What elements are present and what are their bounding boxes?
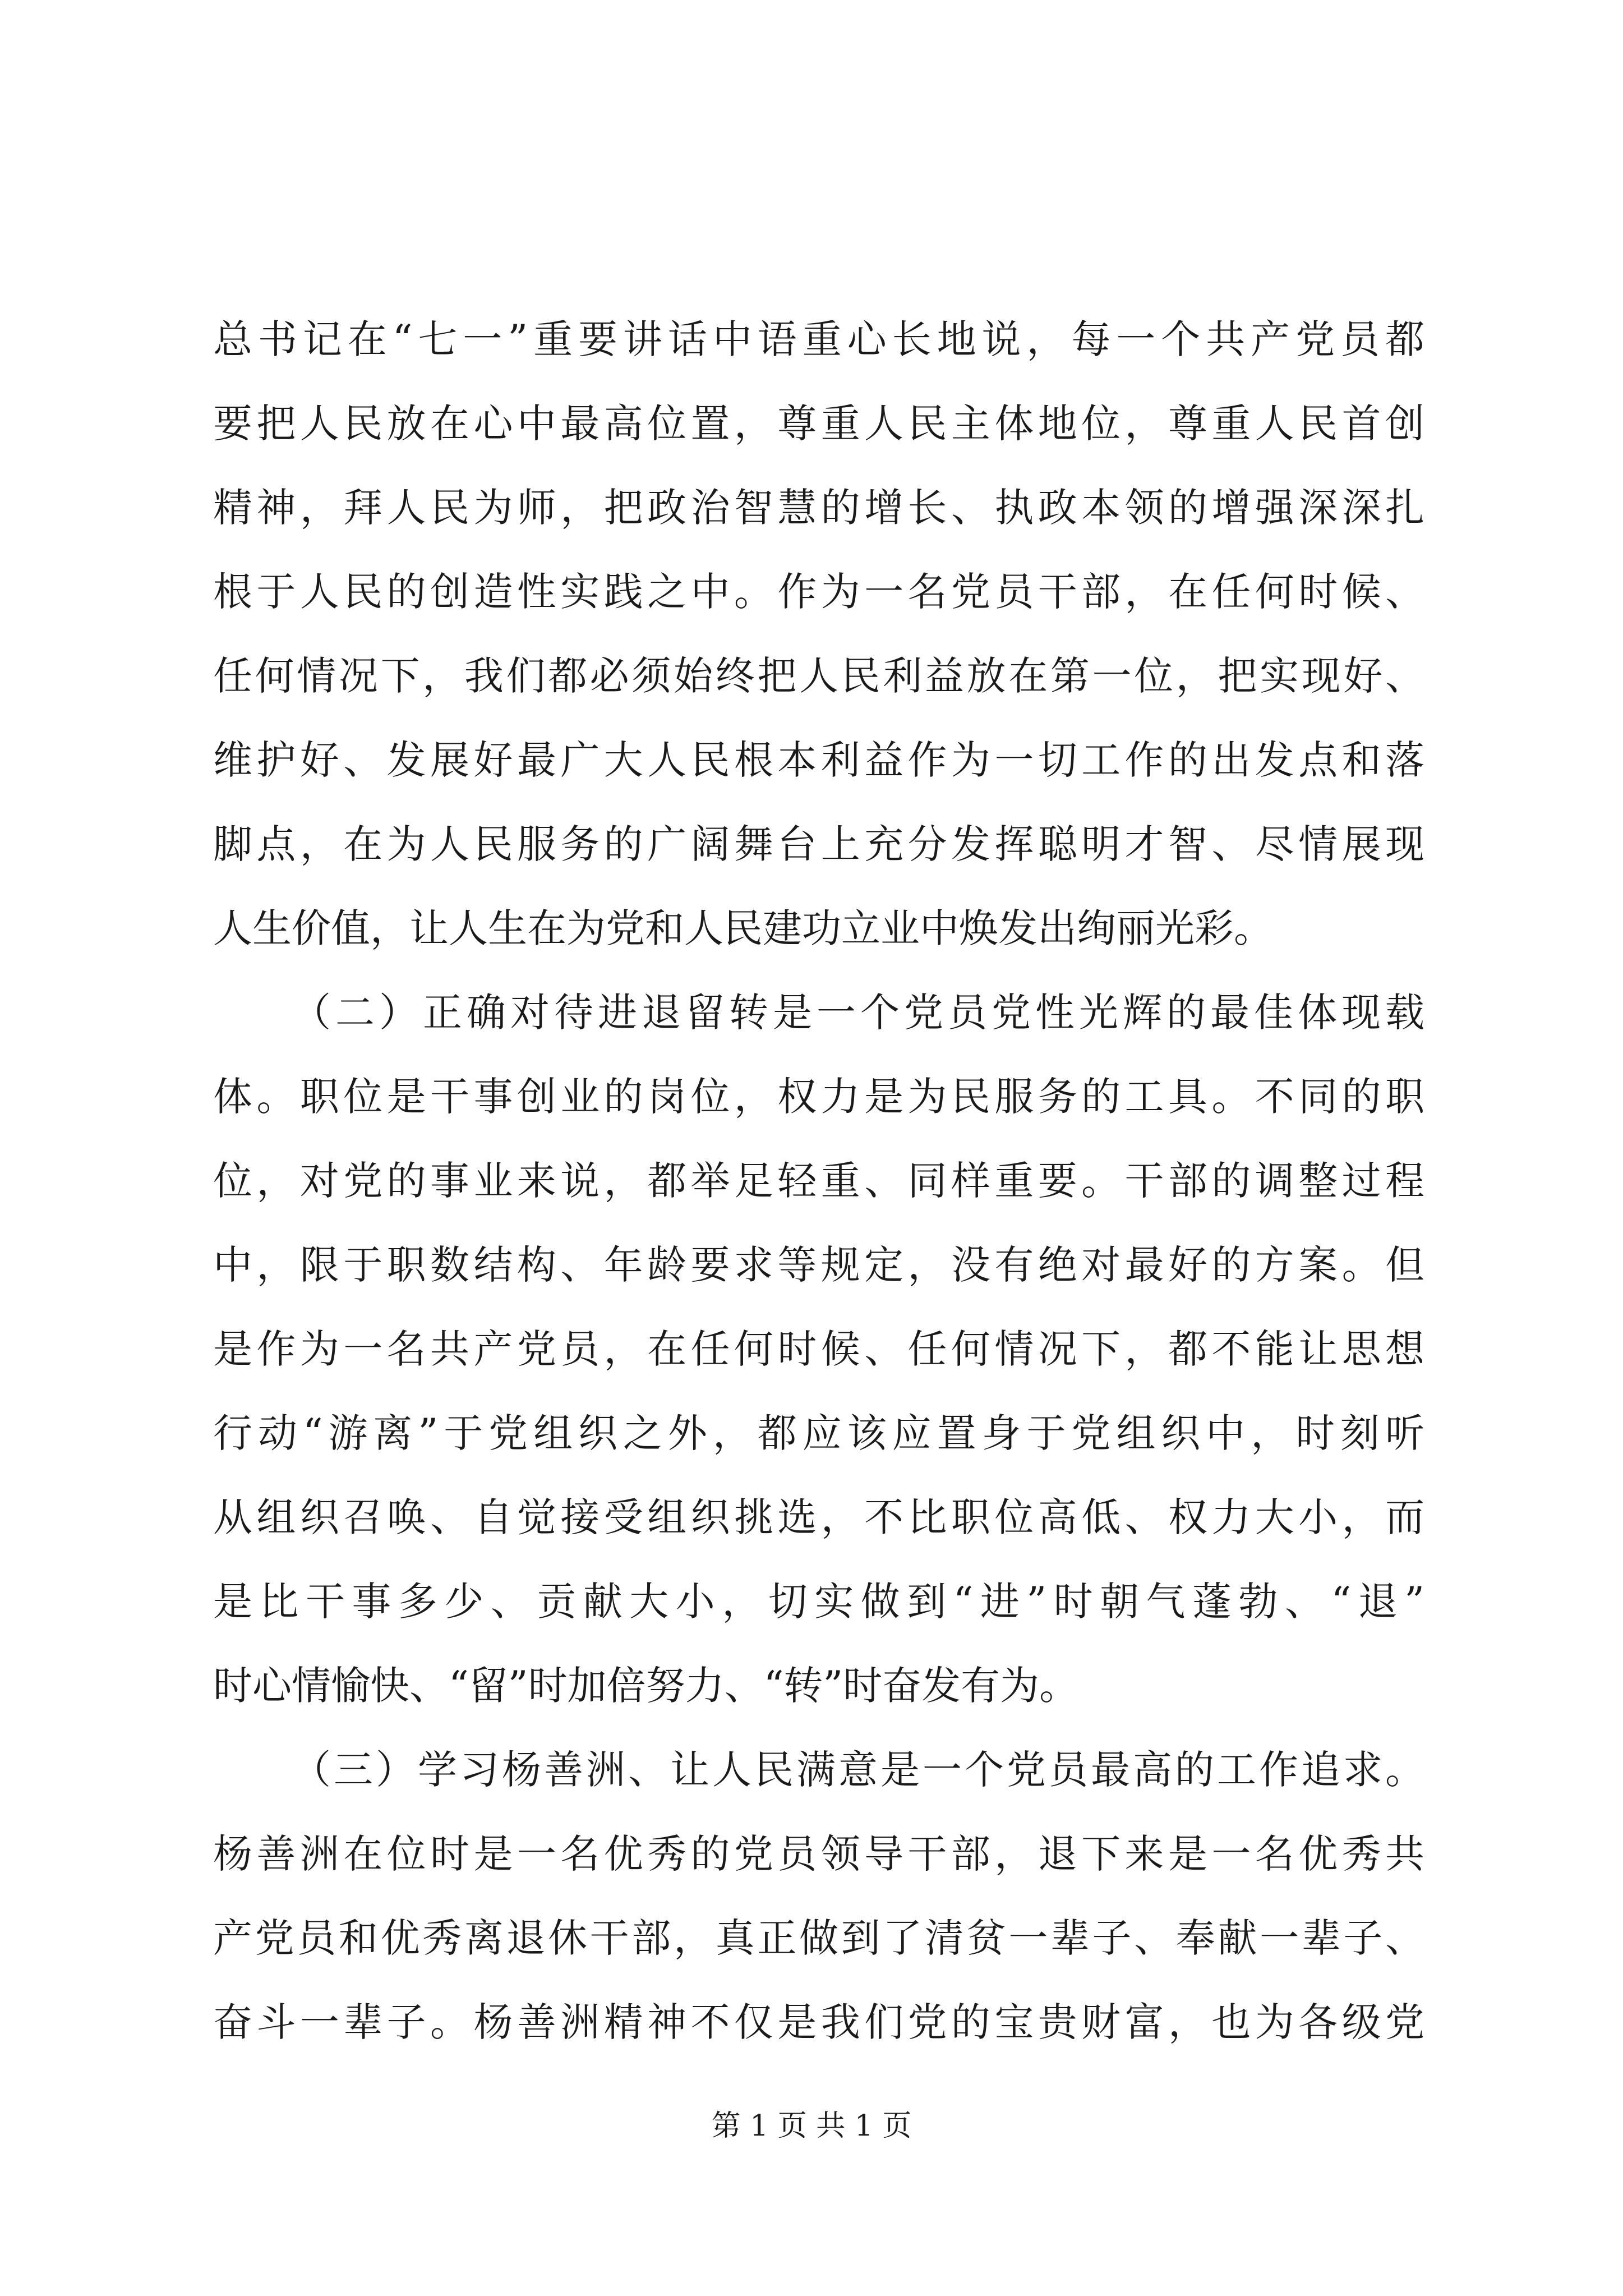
paragraph-1-line-5: 任何情况下，我们都必须始终把人民利益放在第一位，把实现好、 bbox=[213, 653, 1424, 699]
paragraph-1-line-4: 根于人民的创造性实践之中。作为一名党员干部，在任何时候、 bbox=[213, 569, 1424, 615]
paragraph-1-line-8: 人生价值，让人生在为党和人民建功立业中焕发出绚丽光彩。 bbox=[213, 905, 1273, 951]
body-text bbox=[213, 297, 1424, 2064]
paragraph-2-line-8: 是比干事多少、贡献大小，切实做到“进”时朝气蓬勃、“退” bbox=[213, 1579, 1424, 1625]
paragraph-2-line-1: （二）正确对待进退留转是一个党员党性光辉的最佳体现载 bbox=[292, 990, 1424, 1036]
paragraph-1-line-7: 脚点，在为人民服务的广阔舞台上充分发挥聪明才智、尽情展现 bbox=[213, 821, 1424, 867]
paragraph-2-line-9: 时心情愉快、“留”时加倍努力、“转”时奋发有为。 bbox=[213, 1663, 1079, 1709]
paragraph-2-line-2: 体。职位是干事创业的岗位，权力是为民服务的工具。不同的职 bbox=[213, 1074, 1424, 1120]
paragraph-2-line-3: 位，对党的事业来说，都举足轻重、同样重要。干部的调整过程 bbox=[213, 1158, 1424, 1204]
paragraph-3-line-2: 杨善洲在位时是一名优秀的党员领导干部，退下来是一名优秀共 bbox=[213, 1831, 1424, 1877]
paragraph-3-line-1: （三）学习杨善洲、让人民满意是一个党员最高的工作追求。 bbox=[292, 1747, 1424, 1793]
paragraph-2-line-5: 是作为一名共产党员，在任何时候、任何情况下，都不能让思想 bbox=[213, 1326, 1424, 1372]
paragraph-1-line-3: 精神，拜人民为师，把政治智慧的增长、执政本领的增强深深扎 bbox=[213, 485, 1424, 531]
paragraph-2-line-7: 从组织召唤、自觉接受组织挑选，不比职位高低、权力大小，而 bbox=[213, 1494, 1424, 1540]
page-number-footer: 第 1 页 共 1 页 bbox=[711, 2109, 912, 2143]
paragraph-1-line-2: 要把人民放在心中最高位置，尊重人民主体地位，尊重人民首创 bbox=[213, 401, 1424, 447]
paragraph-1-line-1: 总书记在“七一”重要讲话中语重心长地说，每一个共产党员都 bbox=[213, 316, 1424, 362]
paragraph-3-line-4: 奋斗一辈子。杨善洲精神不仅是我们党的宝贵财富，也为各级党 bbox=[213, 1999, 1424, 2045]
paragraph-3-line-3: 产党员和优秀离退休干部，真正做到了清贫一辈子、奉献一辈子、 bbox=[213, 1915, 1424, 1961]
paragraph-2-line-4: 中，限于职数结构、年龄要求等规定，没有绝对最好的方案。但 bbox=[213, 1242, 1424, 1288]
paragraph-2-line-6: 行动“游离”于党组织之外，都应该应置身于党组织中，时刻听 bbox=[213, 1410, 1424, 1456]
paragraph-1-line-6: 维护好、发展好最广大人民根本利益作为一切工作的出发点和落 bbox=[213, 737, 1424, 783]
